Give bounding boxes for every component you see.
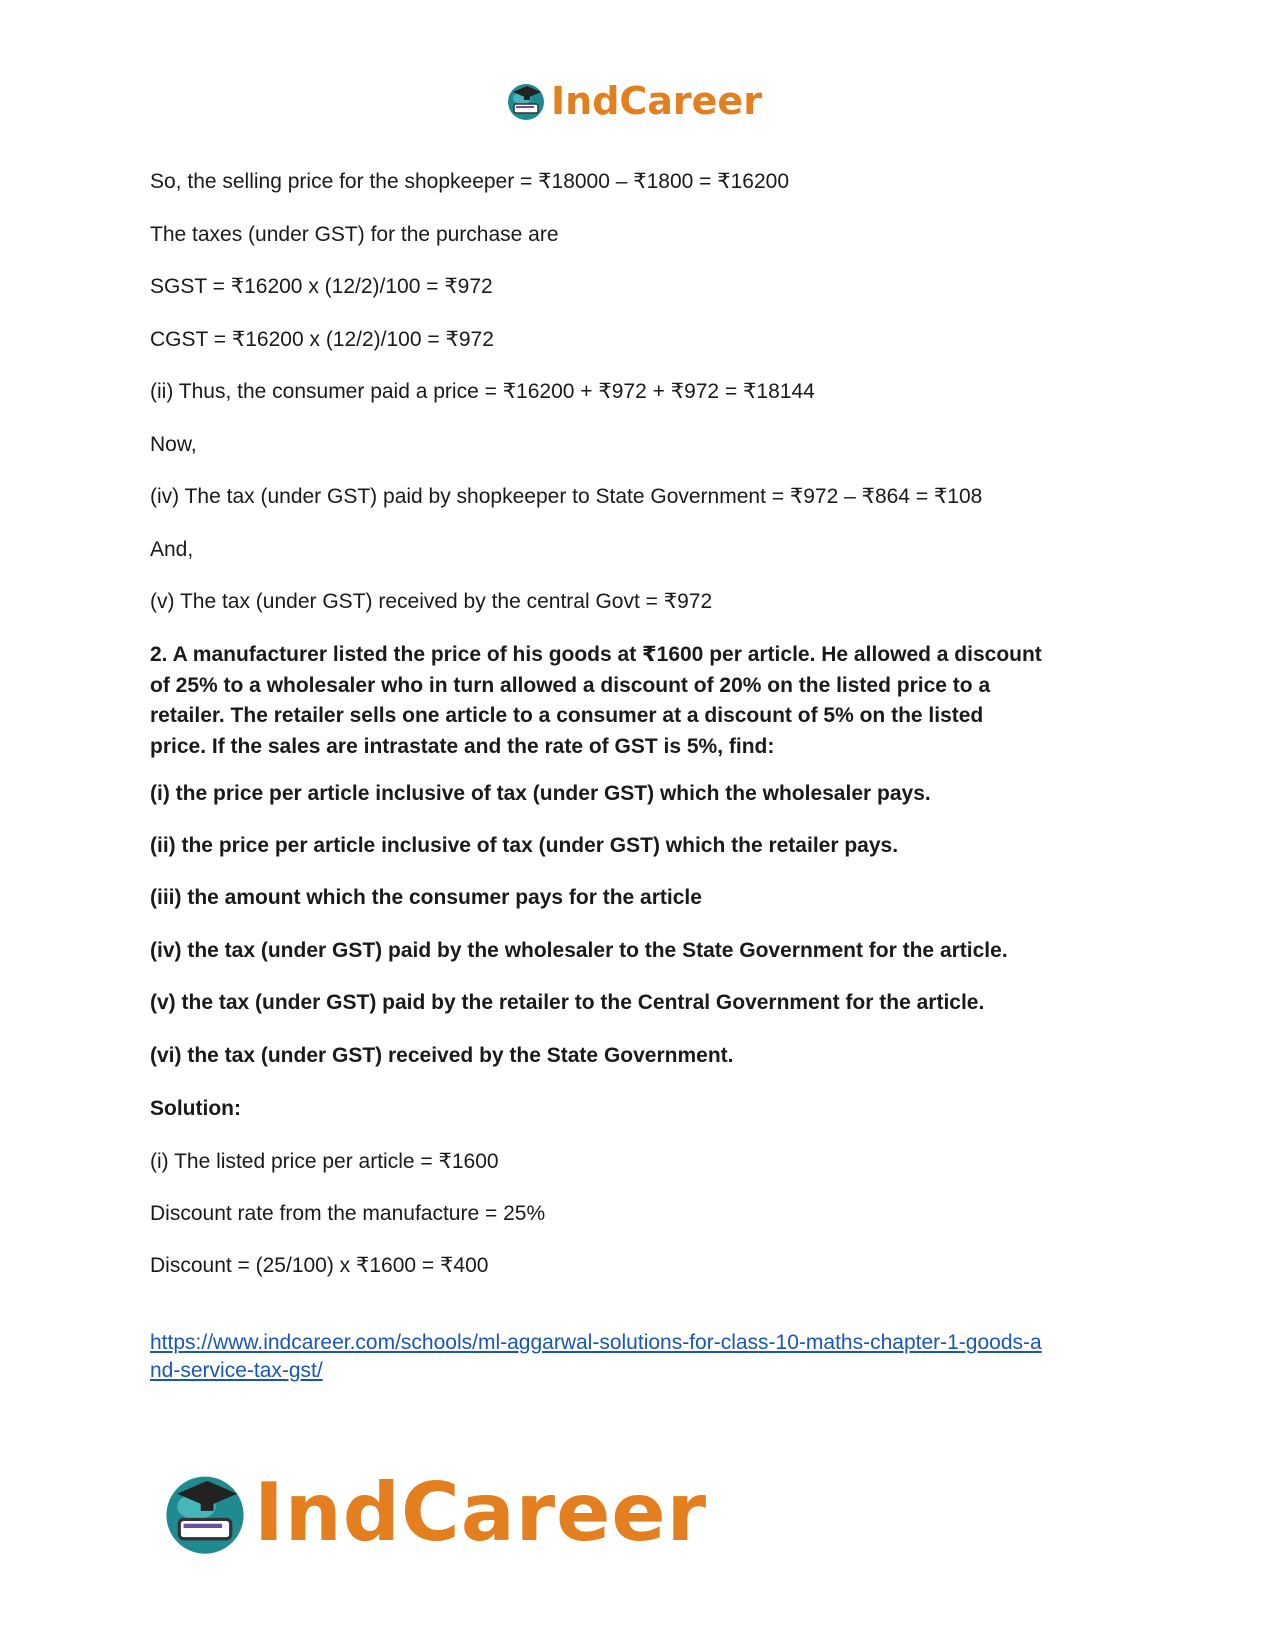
graduation-globe-icon xyxy=(505,80,547,122)
question-part: (v) the tax (under GST) paid by the retailer to the Central Government for the article. xyxy=(150,991,985,1014)
text-line: Now, xyxy=(150,433,197,456)
text-line: CGST = ₹16200 x (12/2)/100 = ₹972 xyxy=(150,328,494,351)
solution-line: Discount rate from the manufacture = 25% xyxy=(150,1202,546,1225)
solution-heading: Solution: xyxy=(150,1097,241,1120)
graduation-globe-icon xyxy=(160,1468,250,1558)
brand-wordmark: IndCareer xyxy=(254,1466,708,1559)
text-line: (iv) The tax (under GST) paid by shopkeeper to State Government = ₹972 – ₹864 = ₹108 xyxy=(150,485,983,508)
text-line: (v) The tax (under GST) received by the central Govt = ₹972 xyxy=(150,590,713,613)
text-line: So, the selling price for the shopkeeper = ₹18000 – ₹1800 = ₹16200 xyxy=(150,170,790,193)
header-logo xyxy=(505,80,762,122)
question-part: (vi) the tax (under GST) received by the State Government. xyxy=(150,1044,734,1067)
question-line: retailer. The retailer sells one article to a consumer at a discount of 5% on the listed xyxy=(150,704,984,727)
question-line: of 25% to a wholesaler who in turn allowed a discount of 20% on the listed price to a xyxy=(150,673,991,697)
text-line: The taxes (under GST) for the purchase are xyxy=(150,223,559,246)
source-link-continued[interactable]: nd-service-tax-gst/ xyxy=(150,1359,323,1382)
question-part: (i) the price per article inclusive of tax (under GST) which the wholesaler pays. xyxy=(150,782,931,805)
source-link[interactable]: https://www.indcareer.com/schools/ml-aggarwal-solutions-for-class-10-maths-chapter-1-goods-a xyxy=(150,1331,1042,1354)
text-line: And, xyxy=(150,538,194,561)
brand-wordmark: IndCareer xyxy=(551,79,762,123)
text-line: SGST = ₹16200 x (12/2)/100 = ₹972 xyxy=(150,275,493,298)
question-line: 2. A manufacturer listed the price of his goods at ₹1600 per article. He allowed a discount xyxy=(150,643,1042,666)
question-part: (iii) the amount which the consumer pays for the article xyxy=(150,886,702,909)
solution-line: (i) The listed price per article = ₹1600 xyxy=(150,1150,499,1173)
text-line: (ii) Thus, the consumer paid a price = ₹16200 + ₹972 + ₹972 = ₹18144 xyxy=(150,380,815,403)
question-part: (iv) the tax (under GST) paid by the wholesaler to the State Government for the article. xyxy=(150,939,1008,962)
solution-line: Discount = (25/100) x ₹1600 = ₹400 xyxy=(150,1254,489,1277)
question-part: (ii) the price per article inclusive of tax (under GST) which the retailer pays. xyxy=(150,834,899,857)
question-line: price. If the sales are intrastate and the rate of GST is 5%, find: xyxy=(150,734,775,758)
footer-logo xyxy=(160,1468,707,1558)
question-text xyxy=(150,640,1135,762)
